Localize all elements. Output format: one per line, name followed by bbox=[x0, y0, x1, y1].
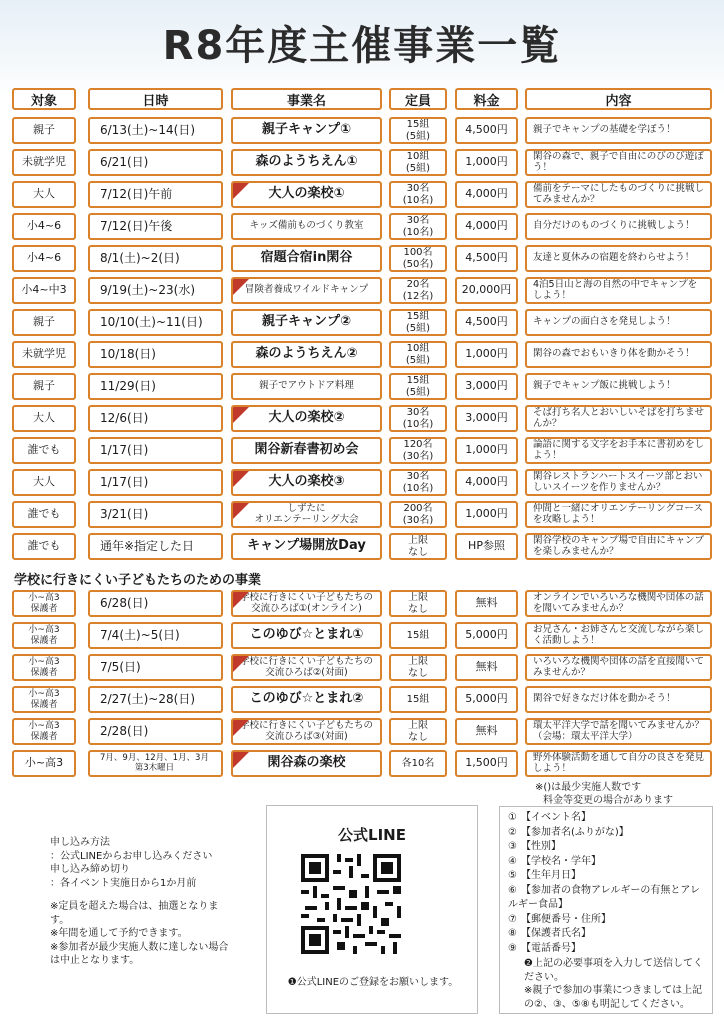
new-badge-icon bbox=[233, 592, 249, 608]
table-row bbox=[0, 437, 724, 464]
header-fee: 料金 bbox=[455, 88, 518, 110]
cell-target: 小~高3 保護者 bbox=[12, 590, 76, 617]
item-number: ⑥ bbox=[508, 884, 517, 896]
new-badge-icon bbox=[233, 720, 249, 736]
cell-description: 閑谷レストランハートスイーツ部とおいしいスイーツを作りませんか？ bbox=[525, 469, 712, 496]
cell-date: 3/21(日) bbox=[88, 501, 223, 528]
cell-event: このゆび☆とまれ② bbox=[231, 686, 382, 713]
item-number: ② bbox=[508, 826, 517, 838]
required-items-box bbox=[499, 806, 713, 1014]
table-row bbox=[0, 213, 724, 240]
page-title: R8年度主催事業一覧 bbox=[162, 23, 562, 69]
cell-capacity: 15組 (5組) bbox=[389, 117, 447, 144]
cell-fee: 5,000円 bbox=[455, 622, 518, 649]
cell-event: 親子キャンプ② bbox=[231, 309, 382, 336]
required-item bbox=[508, 942, 706, 957]
cell-fee: 4,500円 bbox=[455, 245, 518, 272]
table-row bbox=[0, 149, 724, 176]
table-row bbox=[0, 750, 724, 777]
cell-description: 仲間と一緒にオリエンテーリングコースを攻略しよう！ bbox=[525, 501, 712, 528]
table-row bbox=[0, 277, 724, 304]
cell-date: 通年※指定した日 bbox=[88, 533, 223, 560]
table-row bbox=[0, 245, 724, 272]
cell-event: 学校に行きにくい子どもたちの 交流ひろば②(対面) bbox=[231, 654, 382, 681]
cell-fee: 無料 bbox=[455, 590, 518, 617]
cell-description: 閑谷学校のキャンプ場で自由にキャンプを楽しみませんか？ bbox=[525, 533, 712, 560]
required-item bbox=[508, 884, 706, 913]
cell-description: 親子でキャンプの基礎を学ぼう！ bbox=[525, 117, 712, 144]
cell-capacity: 30名 (10名) bbox=[389, 469, 447, 496]
cell-target: 小~高3 保護者 bbox=[12, 654, 76, 681]
item-text: 【イベント名】 bbox=[521, 812, 591, 823]
line-title: 公式LINE bbox=[338, 826, 406, 844]
new-badge-icon bbox=[233, 656, 249, 672]
header-date: 日時 bbox=[88, 88, 223, 110]
cell-description: 閑谷の森で、親子で自由にのびのび遊ぼう！ bbox=[525, 149, 712, 176]
notes bbox=[535, 781, 673, 807]
line-caption: ❶公式LINEのご登録をお願いします。 bbox=[287, 977, 459, 988]
new-badge-icon bbox=[233, 407, 249, 423]
cell-description: いろいろな機関や団体の話を直接聞いてみませんか？ bbox=[525, 654, 712, 681]
cell-fee: 3,000円 bbox=[455, 373, 518, 400]
header-event: 事業名 bbox=[231, 88, 382, 110]
item-text: 【参加者名(ふりがな)】 bbox=[521, 826, 629, 838]
item-number: ⑦ bbox=[508, 913, 517, 925]
cell-description: 親子でキャンプ飯に挑戦しよう！ bbox=[525, 373, 712, 400]
cell-target: 大人 bbox=[12, 405, 76, 432]
cell-target: 親子 bbox=[12, 309, 76, 336]
cell-target: 親子 bbox=[12, 373, 76, 400]
cell-target: 親子 bbox=[12, 117, 76, 144]
note-line: ※()は最少実施人数です bbox=[535, 782, 642, 793]
cell-date: 2/27(土)~28(日) bbox=[88, 686, 223, 713]
item-number: ⑧ bbox=[508, 928, 517, 939]
cell-event: 学校に行きにくい子どもたちの 交流ひろば③(対面) bbox=[231, 718, 382, 745]
qr-code-graphic bbox=[301, 854, 401, 954]
cell-event: 親子キャンプ① bbox=[231, 117, 382, 144]
cell-target: 誰でも bbox=[12, 533, 76, 560]
header-target: 対象 bbox=[12, 88, 76, 110]
cell-target: 大人 bbox=[12, 181, 76, 208]
app-line: ※参加者が最少実施人数に達しない場合は中止となります。 bbox=[50, 941, 229, 966]
new-badge-icon bbox=[233, 279, 249, 295]
cell-date: 7/4(土)~5(日) bbox=[88, 622, 223, 649]
cell-capacity: 10組 (5組) bbox=[389, 341, 447, 368]
table-row bbox=[0, 181, 724, 208]
cell-fee: 無料 bbox=[455, 654, 518, 681]
cell-date: 2/28(日) bbox=[88, 718, 223, 745]
cell-capacity: 15組 bbox=[389, 686, 447, 713]
cell-target: 小~高3 bbox=[12, 750, 76, 777]
cell-date: 10/10(土)~11(日) bbox=[88, 309, 223, 336]
required-item bbox=[508, 840, 706, 855]
qr-code-icon[interactable] bbox=[301, 854, 401, 954]
cell-description: そば打ち名人とおいしいそばを打ちませんか？ bbox=[525, 405, 712, 432]
cell-fee: HP参照 bbox=[455, 533, 518, 560]
cell-event: 閑谷森の楽校 bbox=[231, 750, 382, 777]
cell-description: 自分だけのものづくりに挑戦しよう！ bbox=[525, 213, 712, 240]
item-number: ① bbox=[508, 812, 517, 823]
cell-fee: 無料 bbox=[455, 718, 518, 745]
cell-target: 小4~6 bbox=[12, 213, 76, 240]
table-row bbox=[0, 309, 724, 336]
required-items-list bbox=[500, 807, 712, 956]
cell-target: 小4~中3 bbox=[12, 277, 76, 304]
app-line: 申し込み締め切り bbox=[50, 864, 130, 875]
cell-description: 論語に関する文字をお手本に書初めをしよう！ bbox=[525, 437, 712, 464]
cell-date: 10/18(日) bbox=[88, 341, 223, 368]
cell-description: オンラインでいろいろな機関や団体の話を聞いてみませんか？ bbox=[525, 590, 712, 617]
cell-capacity: 15組 (5組) bbox=[389, 373, 447, 400]
cell-event: 冒険者養成ワイルドキャンプ bbox=[231, 277, 382, 304]
item-text: 【電話番号】 bbox=[521, 942, 581, 954]
cell-capacity: 各10名 bbox=[389, 750, 447, 777]
cell-capacity: 上限 なし bbox=[389, 718, 447, 745]
app-line bbox=[50, 890, 230, 900]
table-row bbox=[0, 341, 724, 368]
cell-description: 4泊5日山と海の自然の中でキャンプをしよう！ bbox=[525, 277, 712, 304]
required-footer: ❷上記の必要事項を入力して送信してください。 bbox=[524, 958, 703, 983]
required-item bbox=[508, 811, 706, 826]
table-row bbox=[0, 654, 724, 681]
item-text: 【性別】 bbox=[521, 841, 561, 852]
cell-event: 大人の楽校① bbox=[231, 181, 382, 208]
cell-fee: 1,500円 bbox=[455, 750, 518, 777]
cell-date: 6/28(日) bbox=[88, 590, 223, 617]
required-footer-2: ※親子で参加の事業につきましては上記の②、③、⑤⑧も明記してください。 bbox=[524, 985, 703, 1010]
cell-description: 備前をテーマにしたものづくりに挑戦してみませんか？ bbox=[525, 181, 712, 208]
cell-description: 友達と夏休みの宿題を終わらせよう！ bbox=[525, 245, 712, 272]
cell-capacity: 15組 bbox=[389, 622, 447, 649]
app-line: ：公式LINEからお申し込みください bbox=[50, 850, 213, 862]
new-badge-icon bbox=[233, 752, 249, 768]
cell-capacity: 120名 (30名) bbox=[389, 437, 447, 464]
cell-date: 6/13(土)~14(日) bbox=[88, 117, 223, 144]
cell-description: 閑谷の森でおもいきり体を動かそう！ bbox=[525, 341, 712, 368]
app-line: ※年間を通して予約できます。 bbox=[50, 928, 188, 939]
cell-capacity: 30名 (10名) bbox=[389, 405, 447, 432]
cell-capacity: 15組 (5組) bbox=[389, 309, 447, 336]
cell-event: しずたに オリエンテーリング大会 bbox=[231, 501, 382, 528]
cell-description: 閑谷で好きなだけ体を動かそう！ bbox=[525, 686, 712, 713]
cell-target: 小~高3 保護者 bbox=[12, 718, 76, 745]
table-row bbox=[0, 622, 724, 649]
cell-event: キャンプ場開放Day bbox=[231, 533, 382, 560]
cell-fee: 1,000円 bbox=[455, 437, 518, 464]
cell-description: お兄さん・お姉さんと交流しながら楽しく活動しよう！ bbox=[525, 622, 712, 649]
cell-date: 7/5(日) bbox=[88, 654, 223, 681]
cell-fee: 1,000円 bbox=[455, 501, 518, 528]
required-item bbox=[508, 913, 706, 928]
cell-event: 親子でアウトドア料理 bbox=[231, 373, 382, 400]
cell-fee: 4,500円 bbox=[455, 117, 518, 144]
cell-capacity: 30名 (10名) bbox=[389, 181, 447, 208]
cell-fee: 4,000円 bbox=[455, 469, 518, 496]
cell-target: 未就学児 bbox=[12, 341, 76, 368]
cell-date: 1/17(日) bbox=[88, 469, 223, 496]
cell-event: 学校に行きにくい子どもたちの 交流ひろば①(オンライン) bbox=[231, 590, 382, 617]
cell-fee: 20,000円 bbox=[455, 277, 518, 304]
cell-date: 12/6(日) bbox=[88, 405, 223, 432]
table-row bbox=[0, 117, 724, 144]
cell-capacity: 200名 (30名) bbox=[389, 501, 447, 528]
cell-event: 大人の楽校③ bbox=[231, 469, 382, 496]
application-info bbox=[50, 808, 230, 1013]
item-number: ⑤ bbox=[508, 870, 517, 881]
cell-capacity: 100名 (50名) bbox=[389, 245, 447, 272]
cell-fee: 4,000円 bbox=[455, 181, 518, 208]
required-item bbox=[508, 855, 706, 870]
cell-description: 環太平洋大学で話を聞いてみませんか？（会場：環太平洋大学） bbox=[525, 718, 712, 745]
cell-target: 小4~6 bbox=[12, 245, 76, 272]
new-badge-icon bbox=[233, 471, 249, 487]
cell-target: 小~高3 保護者 bbox=[12, 622, 76, 649]
table-row bbox=[0, 501, 724, 528]
cell-fee: 3,000円 bbox=[455, 405, 518, 432]
new-badge-icon bbox=[233, 183, 249, 199]
required-item bbox=[508, 869, 706, 884]
note-line: 料金等変更の場合があります bbox=[543, 795, 673, 806]
cell-target: 大人 bbox=[12, 469, 76, 496]
cell-fee: 4,000円 bbox=[455, 213, 518, 240]
table-row bbox=[0, 405, 724, 432]
cell-date: 1/17(日) bbox=[88, 437, 223, 464]
cell-target: 誰でも bbox=[12, 437, 76, 464]
table-row bbox=[0, 469, 724, 496]
cell-date: 7/12(日)午後 bbox=[88, 213, 223, 240]
table-row bbox=[0, 590, 724, 617]
cell-capacity: 上限 なし bbox=[389, 533, 447, 560]
cell-event: このゆび☆とまれ① bbox=[231, 622, 382, 649]
new-badge-icon bbox=[233, 503, 249, 519]
cell-fee: 1,000円 bbox=[455, 341, 518, 368]
app-line: ：各イベント実施日から1か月前 bbox=[50, 877, 197, 889]
cell-date: 6/21(日) bbox=[88, 149, 223, 176]
cell-event: 閑谷新春書初め会 bbox=[231, 437, 382, 464]
table-row bbox=[0, 533, 724, 560]
item-number: ⑨ bbox=[508, 942, 517, 954]
item-text: 【学校名・学年】 bbox=[521, 855, 601, 867]
cell-date: 11/29(日) bbox=[88, 373, 223, 400]
item-text: 【参加者の食物アレルギーの有無とアレルギー食品】 bbox=[508, 884, 700, 910]
cell-date: 7月、9月、12月、1月、3月 第3木曜日 bbox=[88, 750, 223, 777]
item-text: 【生年月日】 bbox=[521, 870, 581, 881]
header-capacity: 定員 bbox=[389, 88, 447, 110]
item-text: 【郵便番号・住所】 bbox=[521, 913, 611, 925]
item-text: 【保護者氏名】 bbox=[521, 928, 591, 939]
app-line: ※定員を超えた場合は、抽選となります。 bbox=[50, 901, 219, 926]
item-number: ④ bbox=[508, 855, 517, 867]
cell-capacity: 30名 (10名) bbox=[389, 213, 447, 240]
cell-target: 誰でも bbox=[12, 501, 76, 528]
table-row bbox=[0, 718, 724, 745]
cell-target: 未就学児 bbox=[12, 149, 76, 176]
cell-capacity: 上限 なし bbox=[389, 590, 447, 617]
cell-fee: 1,000円 bbox=[455, 149, 518, 176]
required-item bbox=[508, 826, 706, 841]
cell-fee: 4,500円 bbox=[455, 309, 518, 336]
item-number: ③ bbox=[508, 841, 517, 852]
required-item bbox=[508, 927, 706, 942]
section2-title: 学校に行きにくい子どもたちのための事業 bbox=[14, 573, 262, 588]
cell-date: 8/1(土)~2(日) bbox=[88, 245, 223, 272]
cell-capacity: 上限 なし bbox=[389, 654, 447, 681]
cell-date: 7/12(日)午前 bbox=[88, 181, 223, 208]
cell-date: 9/19(土)~23(水) bbox=[88, 277, 223, 304]
table-row bbox=[0, 373, 724, 400]
cell-description: 野外体験活動を通して自分の良さを発見しよう！ bbox=[525, 750, 712, 777]
cell-event: キッズ備前ものづくり教室 bbox=[231, 213, 382, 240]
cell-capacity: 20名 (12名) bbox=[389, 277, 447, 304]
app-line: 申し込み方法 bbox=[50, 837, 110, 848]
cell-event: 宿題合宿in閑谷 bbox=[231, 245, 382, 272]
cell-event: 森のようちえん② bbox=[231, 341, 382, 368]
cell-target: 小~高3 保護者 bbox=[12, 686, 76, 713]
table-row bbox=[0, 686, 724, 713]
cell-description: キャンプの面白さを発見しよう！ bbox=[525, 309, 712, 336]
line-box bbox=[266, 805, 478, 1014]
header-description: 内容 bbox=[525, 88, 712, 110]
cell-event: 大人の楽校② bbox=[231, 405, 382, 432]
cell-fee: 5,000円 bbox=[455, 686, 518, 713]
cell-capacity: 10組 (5組) bbox=[389, 149, 447, 176]
cell-event: 森のようちえん① bbox=[231, 149, 382, 176]
